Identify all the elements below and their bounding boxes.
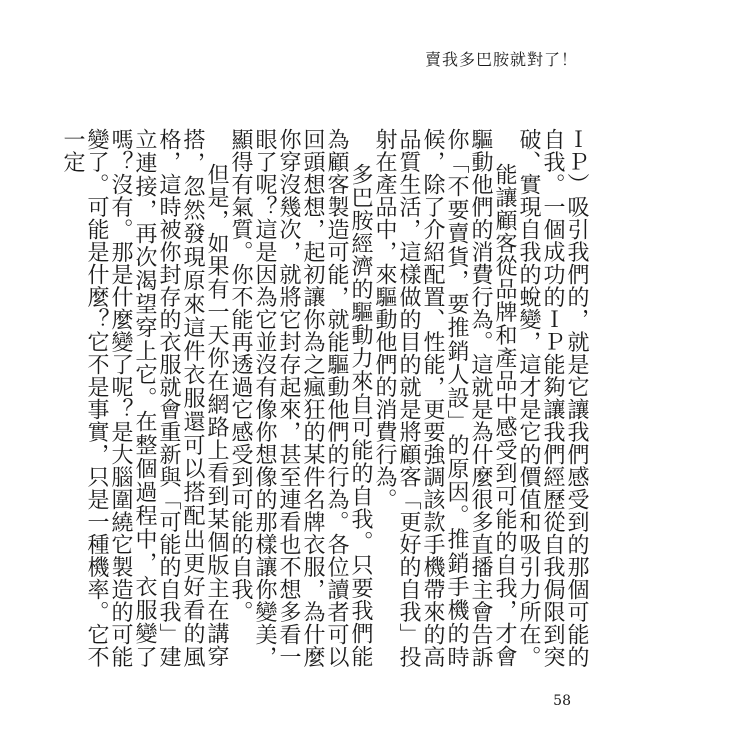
paragraph-3: 多巴胺經濟的驅動力來自可能的自我。只要我們能為顧客製造可能，就能驅動他們的行為。各位讀者可以回頭想想，起初讓你為之瘋狂的某件名牌衣服，為什麼你穿沒幾次，就將它封存起來，甚至連看也不想多看一眼了呢？這是因為它並沒有像你想像的那樣讓你變美，顯得有氣質。你不能再透過它感受到可能的自我。 — [228, 128, 373, 668]
page-number: 58 — [553, 693, 571, 709]
running-header-title: 賣我多巴胺就對了！ — [424, 50, 578, 69]
body-text-block — [60, 128, 589, 668]
paragraph-2: 能讓顧客從品牌和產品中感受到可能的自我，才會驅動他們的消費行為。這就是為什麼很多直播主會告訴你「不要賣貨，要推銷人設」的原因。推銷手機的時候，除了介紹配置、性能，更要強調該款手機帶來的高品質生活，這樣做的目的就是將顧客「更好的自我」投射在產品中，來驅動他們的消費行為。 — [372, 128, 517, 668]
paragraph-1: ＩＰ）吸引我們的，就是它讓我們感受到的那個可能的自我。一個成功的ＩＰ能夠讓我們經歷從自我侷限到突破、實現自我的蛻變，這才是它的價值和吸引力所在。 — [516, 128, 589, 668]
paragraph-4: 但是，如果有一天你在網路上看到某個版主在講穿搭，忽然發現原來這件衣服還可以搭配出更好看的風格，這時被你封存的衣服就會重新與「可能的自我」建立連接，再次渴望穿上它。在整個過程中，衣服變了嗎？沒有。那是什麼變了呢？是大腦圍繞它製造的可能變了。可能是什麼？它不是事實，只是一種機率。它不一定 — [60, 128, 229, 668]
